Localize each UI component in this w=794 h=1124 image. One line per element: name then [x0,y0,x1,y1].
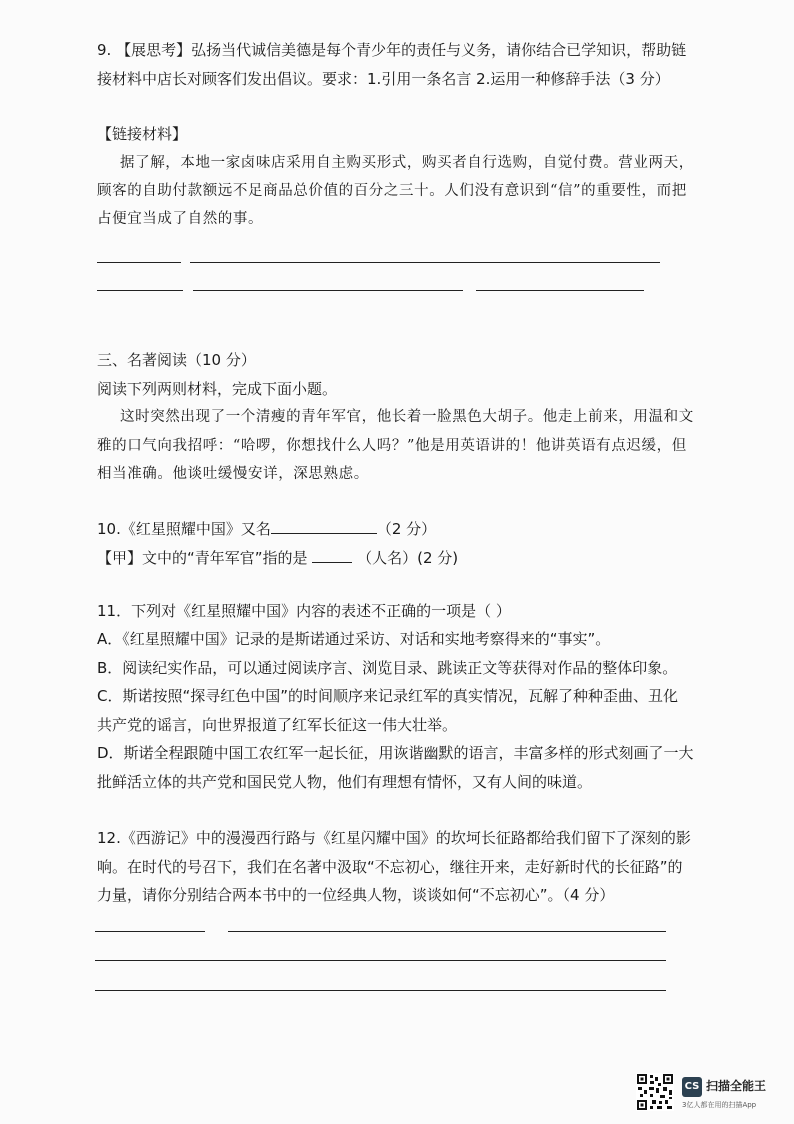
q11-option-b: B．阅读纪实作品，可以通过阅读序言、浏览目录、跳读正文等获得对作品的整体印象。 [97,659,678,677]
q9-material-line-1: 据了解，本地一家卤味店采用自主购买形式，购买者自行选购，自觉付费。营业两天， [120,155,694,171]
scanner-app-tagline: 3亿人都在用的扫描App [682,1101,757,1109]
scanner-app-name: 扫描全能王 [706,1079,767,1093]
q9-line-2: 接材料中店长对顾客们发出倡议。要求：1.引用一条名言 2.运用一种修辞手法（3 分） [97,70,670,88]
scanner-watermark [636,1073,786,1113]
q11-option-c-line-1: C．斯诺按照“探寻红色中国”的时间顺序来记录红军的真实情况，瓦解了种种歪曲、丑化 [97,687,679,705]
section-3-title: 三、名著阅读（10 分） [97,351,256,369]
q9-line-1: 9. 【展思考】弘扬当代诚信美德是每个青少年的责任与义务，请你结合已学知识，帮助链 [97,41,687,59]
q10-line-1 [97,519,436,539]
answer-line[interactable] [190,262,660,263]
section-3-instruction: 阅读下列两则材料，完成下面小题。 [97,380,338,398]
passage-line-3: 相当准确。他谈吐缓慢安详，深思熟虑。 [97,466,369,482]
q9-material-title: 【链接材料】 [97,125,188,143]
passage-line-2: 雅的口气向我招呼：“哈啰，你想找什么人吗？”他是用英语讲的！他讲英语有点迟缓，但 [97,438,687,454]
q12-line-3: 力量，请你分别结合两本书中的一位经典人物，谈谈如何“不忘初心”。（4 分） [97,886,615,904]
passage-line-1: 这时突然出现了一个清瘦的青年军官，他长着一脸黑色大胡子。他走上前来，用温和文 [120,409,694,425]
answer-line[interactable] [95,960,666,961]
answer-blank[interactable] [271,519,377,534]
qr-code-icon [636,1073,674,1111]
answer-line[interactable] [228,931,666,932]
q10-line-1-prefix: 10.《红星照耀中国》又名 [97,520,271,538]
q11-option-d-line-2: 批鲜活立体的共产党和国民党人物，他们有理想有情怀，又有人间的味道。 [97,773,593,791]
q11-option-a: A．《红星照耀中国》记录的是斯诺通过采访、对话和实地考察得来的“事实”。 [97,630,611,648]
q9-material-line-3: 占便宜当成了自然的事。 [97,211,264,227]
q10-line-2-prefix: 【甲】文中的“青年军官”指的是 [97,549,308,567]
q10-line-2-suffix: （人名）(2 分) [357,549,459,567]
q9-material-line-2: 顾客的自助付款额远不足商品总价值的百分之三十。人们没有意识到“信”的重要性，而把 [97,183,687,199]
q12-line-2: 响。在时代的号召下，我们在名著中汲取“不忘初心，继往开来，走好新时代的长征路”的 [97,858,683,876]
q10-line-2 [97,548,458,568]
answer-line[interactable] [97,262,181,263]
answer-blank[interactable] [312,548,352,563]
q11-option-c-line-2: 共产党的谣言，向世界报道了红军长征这一伟大壮举。 [97,716,458,734]
q11-option-d-line-1: D．斯诺全程跟随中国工农红军一起长征，用诙谐幽默的语言，丰富多样的形式刻画了一大 [97,744,694,762]
camscanner-logo-icon: CS [682,1077,702,1097]
answer-line[interactable] [95,931,205,932]
answer-line[interactable] [97,290,183,291]
q10-line-1-suffix: （2 分） [376,520,437,538]
q12-line-1: 12.《西游记》中的漫漫西行路与《红星闪耀中国》的坎坷长征路都给我们留下了深刻的影 [97,829,691,847]
q11-stem: 11．下列对《红星照耀中国》内容的表述不正确的一项是（ ） [97,602,511,620]
answer-line[interactable] [193,290,463,291]
answer-line[interactable] [95,990,666,991]
answer-line[interactable] [476,290,644,291]
